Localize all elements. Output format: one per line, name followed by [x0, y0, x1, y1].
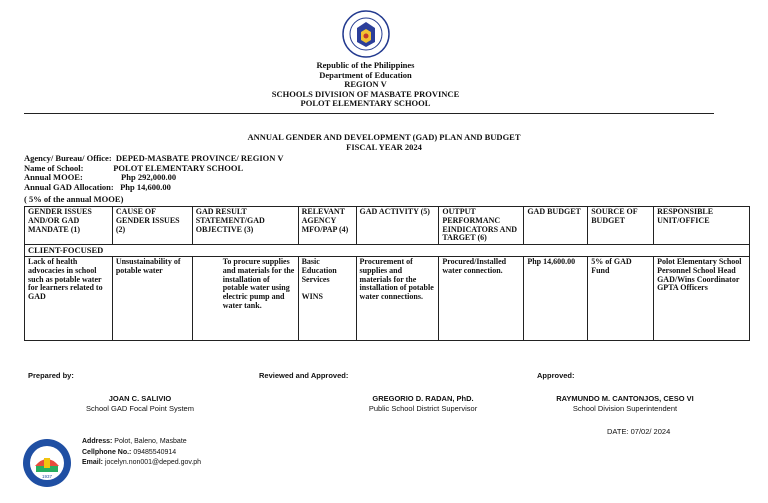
gender-issue-cell: Lack of health advocacies in school such as potable water for learners related to GAD [25, 256, 113, 340]
objective-cell: To procure supplies and materials for the installation of potable water using electric pump and water tank. [192, 256, 298, 340]
address-label: Address: [82, 438, 113, 445]
header-division: SCHOOLS DIVISION OF MASBATE PROVINCE [271, 88, 460, 99]
section-label: CLIENT-FOCUSED [25, 245, 750, 257]
table-header-row [25, 207, 750, 245]
header-school: POLOT ELEMENTARY SCHOOL [300, 98, 431, 108]
header-region: REGION V [344, 79, 387, 89]
phone-line [82, 448, 176, 458]
email-label: Email: [82, 459, 104, 466]
reviewed-name: GREGORIO D. RADAN, PhD. [372, 394, 474, 403]
address-line [82, 437, 187, 447]
header-republic: Republic of the Philippines [316, 60, 415, 70]
deped-seal-logo [342, 10, 390, 58]
header-cell: GENDER ISSUES AND/OR GAD MANDATE (1) [25, 207, 113, 245]
prepared-by-label: Prepared by: [28, 371, 74, 380]
phone-value: 09485540914 [131, 448, 177, 456]
fiscal-year: FISCAL YEAR 2024 [346, 141, 422, 152]
mfo-secondary: WINS [301, 292, 323, 302]
header-cell: GAD RESULT STATEMENT/GAD OBJECTIVE (3) [192, 207, 298, 245]
source-cell: 5% of GAD Fund [588, 256, 654, 340]
header-cell: OUTPUT PERFORMANC EINDICATORS AND TARGET (6) [439, 207, 524, 245]
approved-name: RAYMUNDO M. CANTONJOS, CESO VI [556, 394, 694, 403]
mfo-cell [298, 256, 356, 340]
plan-title: ANNUAL GENDER AND DEVELOPMENT (GAD) PLAN AND BUDGET [247, 132, 521, 142]
approved-by-label: Approved: [537, 371, 575, 380]
email-line [82, 458, 201, 468]
gad-plan-table [24, 206, 750, 341]
approved-title: School Division Superintendent [572, 404, 678, 413]
prepared-name: JOAN C. SALIVIO [108, 394, 172, 403]
school-logo [22, 438, 72, 488]
mooe-line: Annual MOOE: Php 292,000.00 [24, 172, 177, 182]
reviewed-by-label: Reviewed and Approved: [259, 371, 349, 380]
header-cell: SOURCE OF BUDGET [588, 207, 654, 245]
school-line: Name of School: POLOT ELEMENTARY SCHOOL [24, 162, 244, 173]
header-divider [24, 113, 714, 114]
header-cell: CAUSE OF GENDER ISSUES (2) [112, 207, 192, 245]
header-cell: RESPONSIBLE UNIT/OFFICE [654, 207, 750, 245]
cause-cell: Unsustainability of potable water [112, 256, 192, 340]
mfo-primary: Basic Education Services [301, 256, 337, 284]
section-row [25, 245, 750, 257]
reviewed-title: Public School District Supervisor [368, 404, 478, 413]
agency-line: Agency/ Bureau/ Office: DEPED-MASBATE PROVINCE/ REGION V [24, 153, 284, 163]
header-cell: GAD ACTIVITY (5) [356, 207, 439, 245]
logo-year: 1937 [41, 474, 53, 479]
email-value: jocelyn.non001@deped.gov.ph [103, 459, 202, 466]
header-department: Department of Education [319, 69, 412, 80]
table-row [25, 256, 750, 340]
responsible-cell: Polot Elementary School Personnel School Head GAD/Wins Coordinator GPTA Officers [654, 256, 750, 340]
allocation-percent-line: ( 5% of the annual MOOE) [24, 194, 124, 204]
budget-cell: Php 14,600.00 [524, 256, 588, 340]
address-value: Polot, Baleno, Masbate [112, 438, 187, 445]
header-cell: RELEVANT AGENCY MFO/PAP (4) [298, 207, 356, 245]
activity-cell: Procurement of supplies and materials for the installation of potable water connections. [356, 256, 439, 340]
gad-allocation-line: Annual GAD Allocation: Php 14,600.00 [24, 181, 171, 192]
header-cell: GAD BUDGET [524, 207, 588, 245]
prepared-title: School GAD Focal Point System [86, 404, 194, 413]
date-line: DATE: 07/02/ 2024 [607, 427, 671, 436]
phone-label: Cellphone No.: [82, 448, 132, 456]
output-cell: Procured/Installed water connection. [439, 256, 524, 340]
